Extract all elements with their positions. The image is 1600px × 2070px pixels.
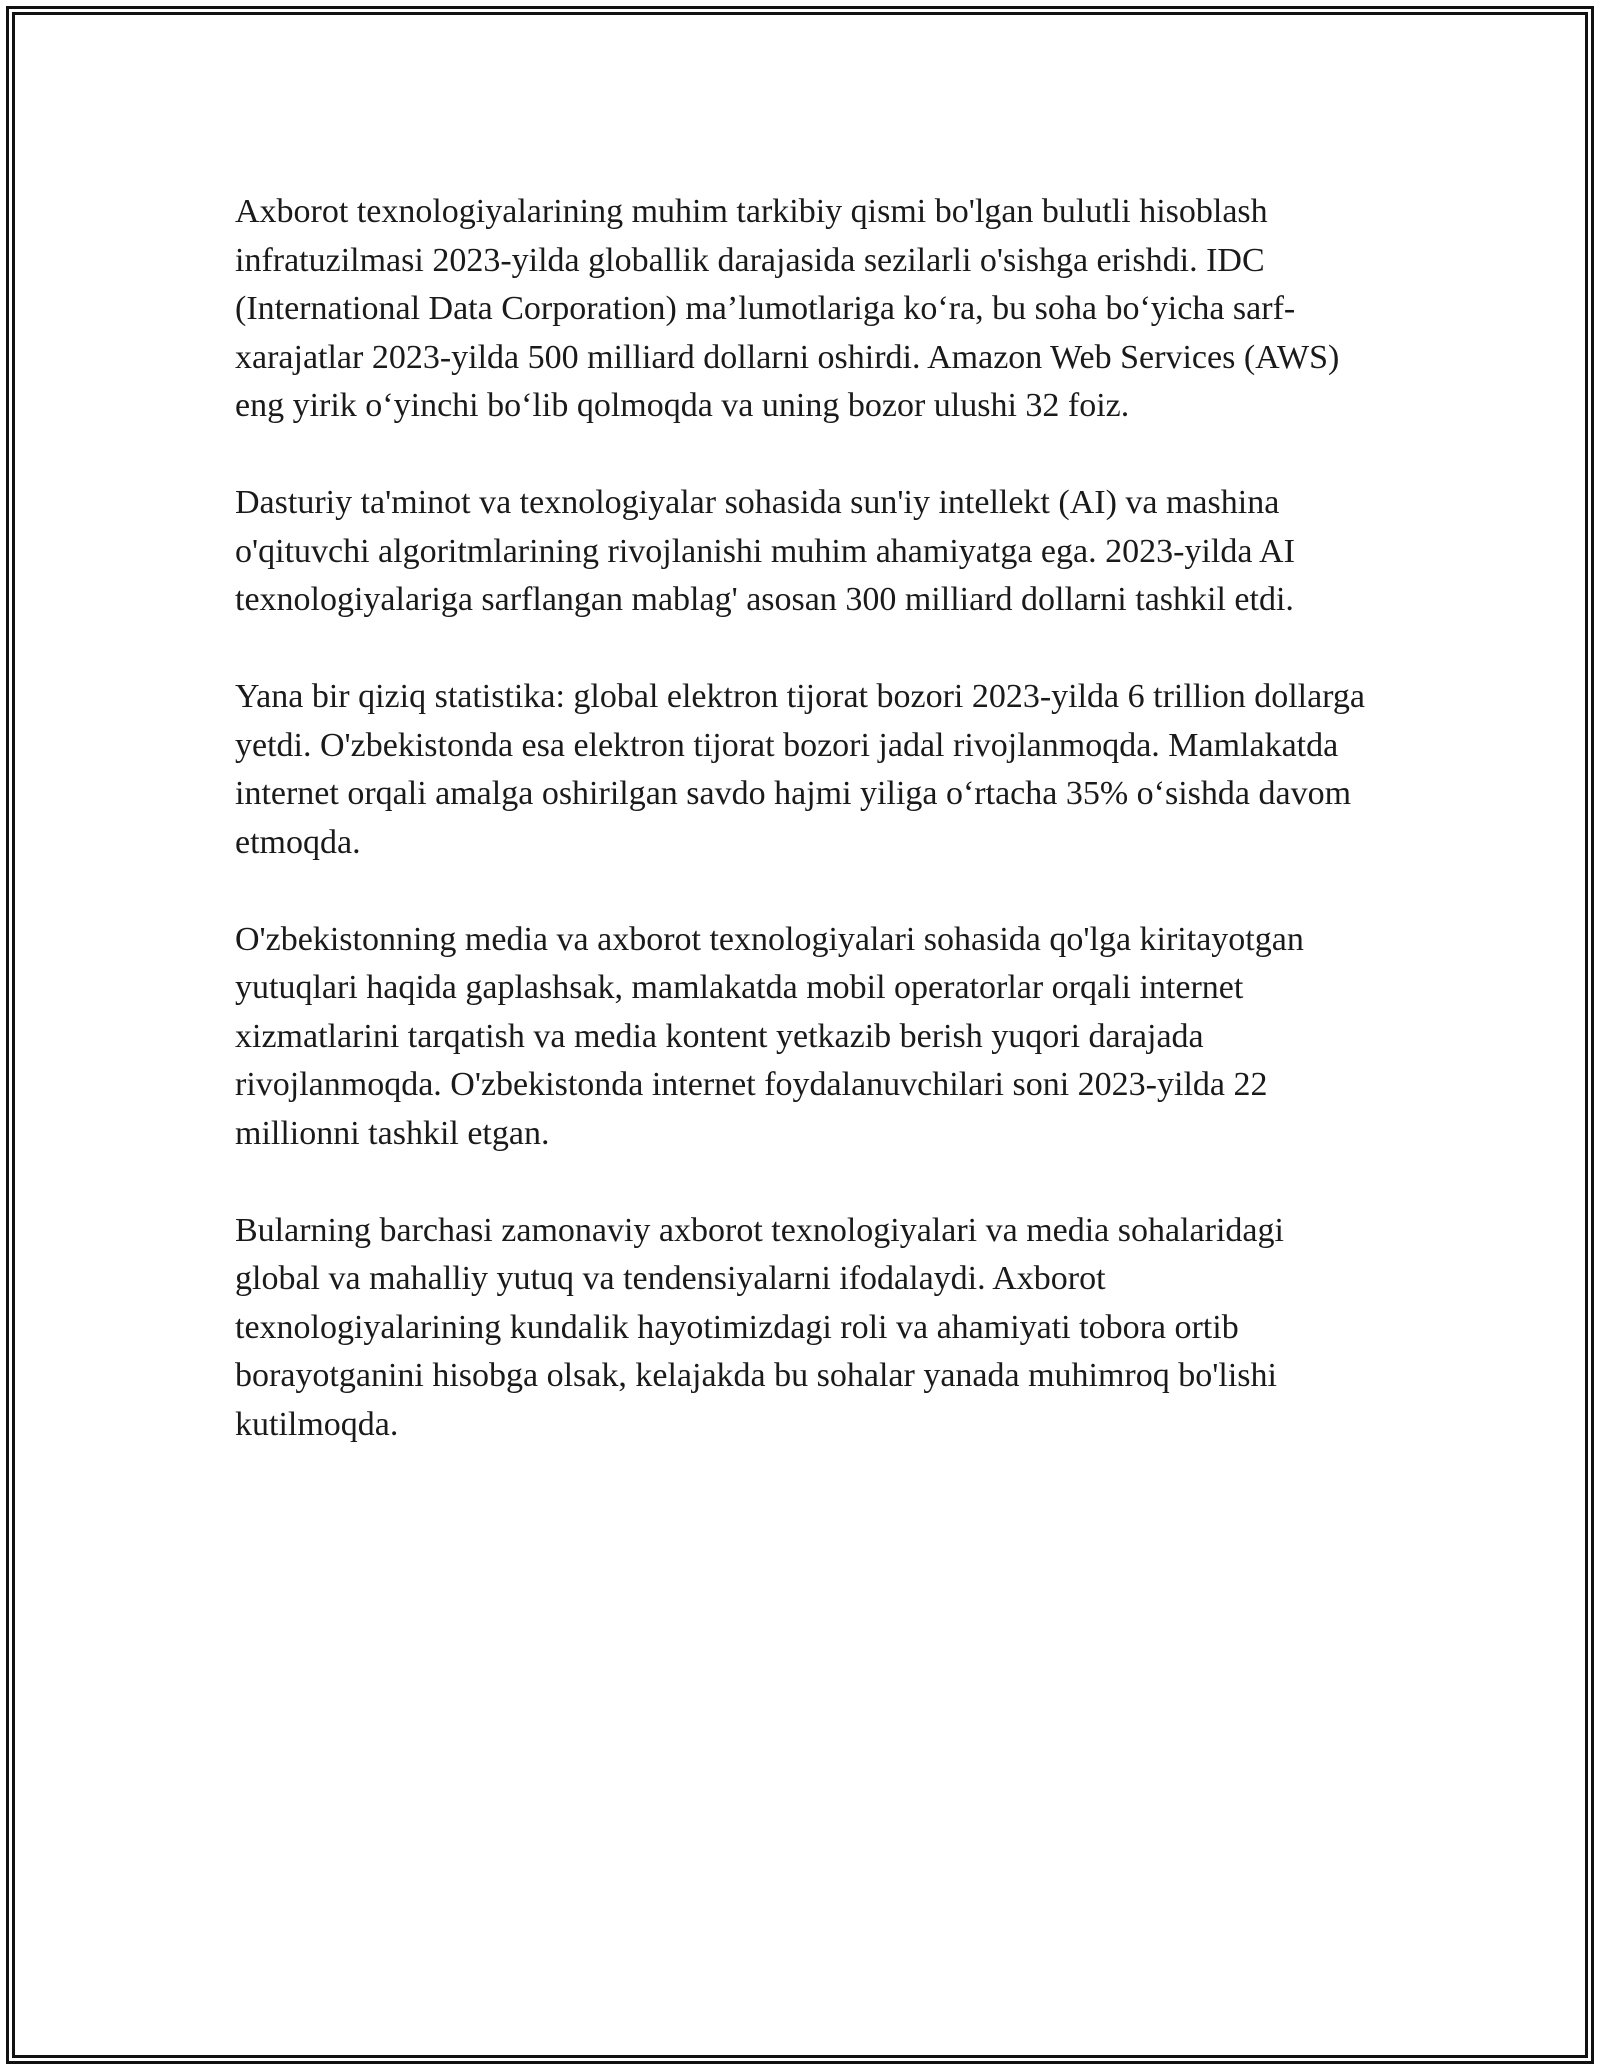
- document-body: [235, 188, 1370, 1498]
- paragraph-ai: Dasturiy ta'minot va texnologiyalar sohasida sun'iy intellekt (AI) va mashina o'qituvchi algoritmlarining rivojlanishi muhim ahamiyatga ega. 2023-yilda AI texnologiyalariga sarflangan mablag' asosan 300 milliard dollarni tashkil etdi.: [235, 484, 1295, 618]
- paragraph-conclusion: Bularning barchasi zamonaviy axborot texnologiyalari va media sohalaridagi global va mahalliy yutuq va tendensiyalarni ifodalaydi. Axborot texnologiyalarining kundalik hayotimizdagi roli va ahamiyati tobora ortib borayotganini hisobga olsak, kelajakda bu sohalar yanada muhimroq bo'lishi kutilmoqda.: [235, 1211, 1284, 1443]
- paragraph-cloud-computing: Axborot texnologiyalarining muhim tarkibiy qismi bo'lgan bulutli hisoblash infratuzilmasi 2023-yilda globallik darajasida sezilarli o'sishga erishdi. IDC (International Data Corporation) ma’lumotlariga ko‘ra, bu soha bo‘yicha sarf-xarajatlar 2023-yilda 500 milliard dollarni oshirdi. Amazon Web Services (AWS) eng yirik o‘yinchi bo‘lib qolmoqda va uning bozor ulushi 32 foiz.: [235, 193, 1340, 424]
- paragraph-uzbekistan-media: O'zbekistonning media va axborot texnologiyalari sohasida qo'lga kiritayotgan yutuqlari haqida gaplashsak, mamlakatda mobil operatorlar orqali internet xizmatlarini tarqatish va media kontent yetkazib berish yuqori darajada rivojlanmoqda. O'zbekistonda internet foydalanuvchilari soni 2023-yilda 22 millionni tashkil etgan.: [235, 920, 1304, 1152]
- paragraph-ecommerce: Yana bir qiziq statistika: global elektron tijorat bozori 2023-yilda 6 trillion dollarga yetdi. O'zbekistonda esa elektron tijorat bozori jadal rivojlanmoqda. Mamlakatda internet orqali amalga oshirilgan savdo hajmi yiliga o‘rtacha 35% o‘sishda davom etmoqda.: [235, 678, 1365, 861]
